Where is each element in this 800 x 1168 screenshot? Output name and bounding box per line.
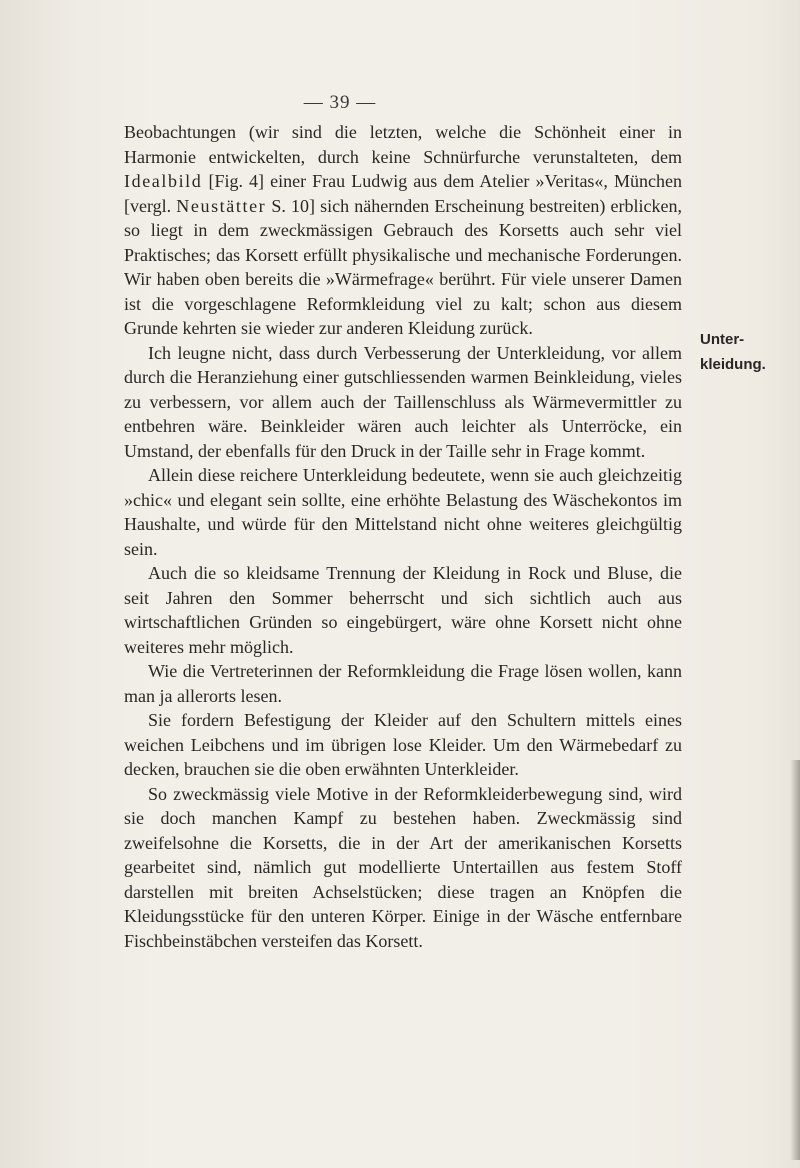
page-number: — 39 —: [303, 92, 377, 113]
marginal-note-line-2: kleidung.: [700, 355, 766, 373]
paragraph-1-text-b: [Fig. 4] einer Frau Ludwig aus dem Atelier »Veritas«, München [vergl.: [124, 171, 682, 216]
page-edge-shadow: [790, 760, 800, 1160]
paragraph-2: Ich leugne nicht, dass durch Verbesserung der Unterkleidung, vor allem durch die Heranziehung einer gutschliessenden warmen Beinkleidung, vieles zu verbessern, vor allem auch der Taillenschluss als Wärmevermittler zu entbehren wäre. Beinkleider wären auch leichter als Unterröcke, ein Umstand, der ebenfalls für den Druck in der Taille sehr in Frage kommt.: [124, 342, 682, 461]
emphasis-idealbild: Idealbild: [124, 171, 203, 191]
paragraph-3: Allein diese reichere Unterkleidung bedeutete, wenn sie auch gleichzeitig »chic« und elegant sein sollte, eine erhöhte Belastung des Wäschekontos im Haushalte, und würde für den Mittelstand nicht ohne weiteres gleichgültig sein.: [124, 465, 682, 559]
paragraph-6: Sie fordern Befestigung der Kleider auf den Schultern mittels eines weichen Leibchens und im übrigen lose Kleider. Um den Wärmebedarf zu decken, brauchen sie die oben erwähnten Unterkleider.: [124, 710, 682, 779]
paragraph-4: Auch die so kleidsame Trennung der Kleidung in Rock und Bluse, die seit Jahren den Sommer beherrscht und sich sichtlich auch aus wirtschaftlichen Gründen so eingebürgert, wäre ohne Korsett nicht ohne weiteres mehr möglich.: [124, 563, 682, 657]
paragraph-1-text-a: Beobachtungen (wir sind die letzten, welche die Schönheit einer in Harmonie entwickelten, durch keine Schnürfurche verunstalteten, dem: [124, 122, 682, 167]
emphasis-neustaetter: Neustätter: [176, 195, 267, 216]
marginal-note-line-1: Unter-: [700, 331, 745, 348]
paragraph-1: [124, 120, 682, 341]
paragraph-7: So zweckmässig viele Motive in der Reformkleiderbewegung sind, wird sie doch manchen Kampf zu bestehen haben. Zweckmässig sind zweifelsohne die Korsetts, die in der Art der amerikanischen Korsetts gearbeitet sind, nämlich gut modellierte Untertaillen aus festem Stoff darstellen mit breiten Achselstücken; diese tragen an Knöpfen die Kleidungsstücke für den unteren Körper. Einige in der Wäsche entfernbare Fischbeinstäbchen versteifen das Korsett.: [124, 783, 682, 951]
paragraph-5: Wie die Vertreterinnen der Reformkleidung die Frage lösen wollen, kann man ja allerorts lesen.: [124, 661, 682, 706]
marginal-note: [700, 328, 766, 377]
paragraph-1-text-c: S. 10] sich nähernden Erscheinung bestreiten) erblicken, so liegt in dem zweckmässigen Gebrauch des Korsetts auch sehr viel Praktisches; das Korsett erfüllt physikalische und mechanische Forderungen. Wir haben oben bereits die »Wärmefrage« berührt. Für viele unserer Damen ist die vorgeschlagene Reformkleidung viel zu kalt; schon aus diesem Grunde kehrten sie wieder zur anderen Kleidung zurück.: [124, 195, 682, 338]
body-text: [124, 120, 682, 953]
